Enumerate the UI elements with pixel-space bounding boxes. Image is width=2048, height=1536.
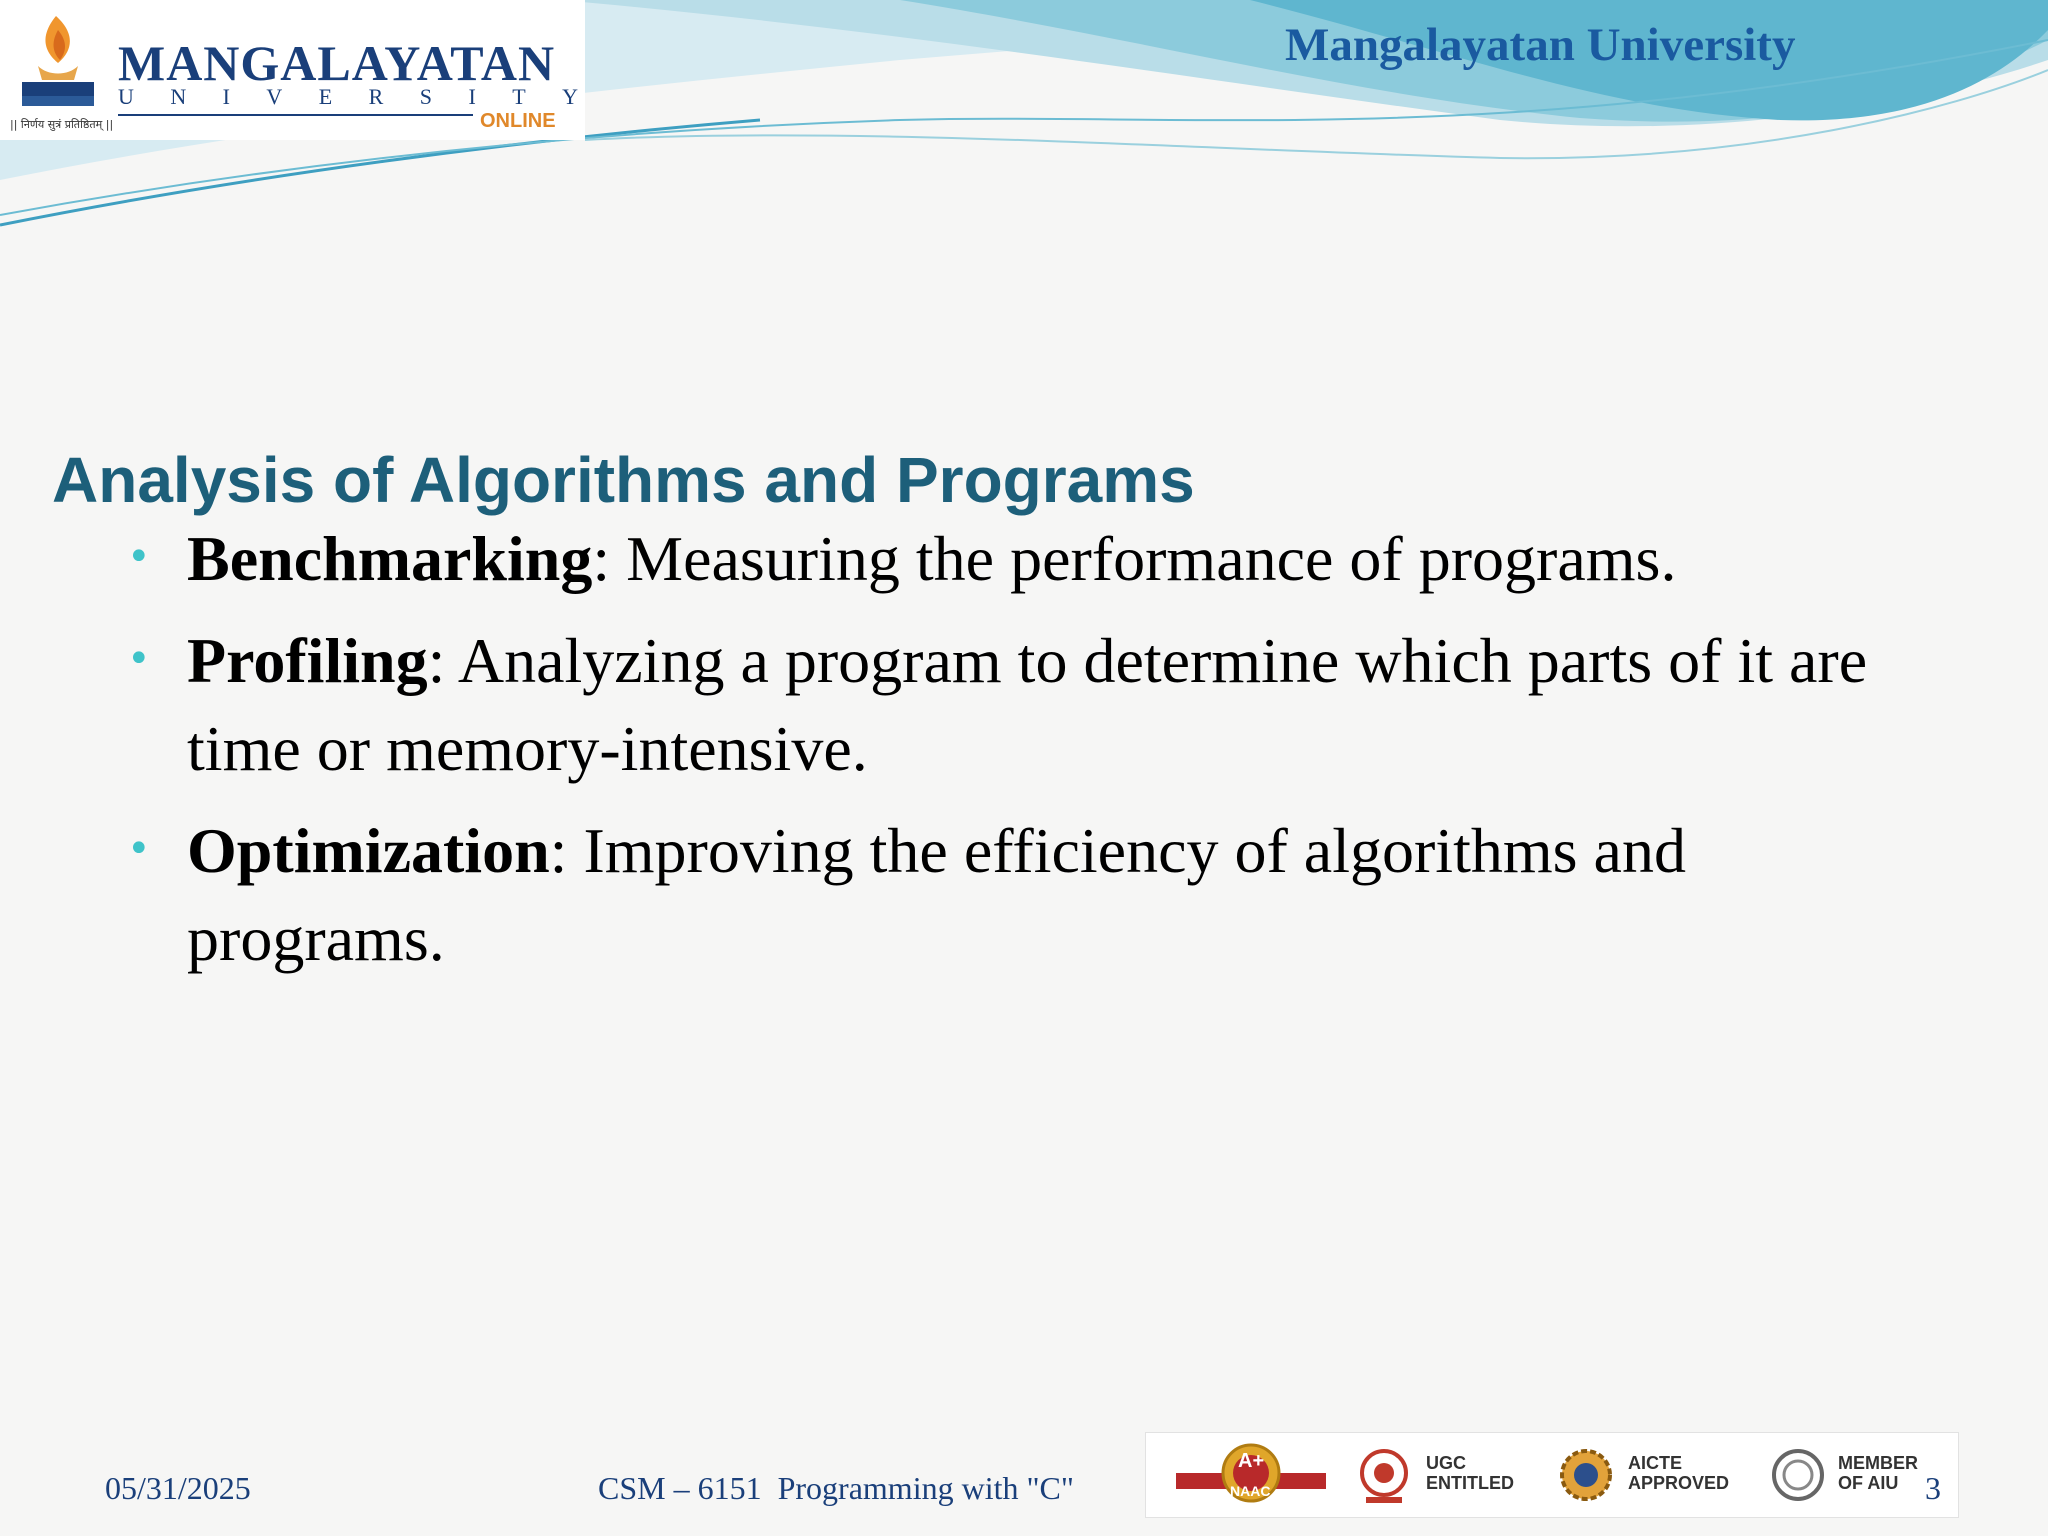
bullet-item — [125, 807, 1925, 983]
logo-tagline: || निर्णय सुत्रं प्रतिष्ठितम् || — [10, 118, 114, 131]
logo-letter: N — [170, 84, 187, 109]
aicte-label-line: AICTE — [1628, 1453, 1682, 1473]
university-header-title: Mangalayatan University — [1285, 19, 1796, 71]
ugc-label — [1426, 1453, 1514, 1493]
flame-emblem-icon — [8, 8, 108, 118]
aiu-label — [1838, 1453, 1918, 1493]
bullet-term: Profiling — [187, 625, 428, 696]
aiu-emblem-icon — [1766, 1443, 1830, 1507]
logo-letter: R — [368, 84, 384, 109]
bullet-item — [125, 617, 1925, 793]
logo-letter: T — [512, 84, 526, 109]
logo-letter: I — [468, 84, 476, 109]
bullet-item — [125, 515, 1925, 603]
ugc-label-line: ENTITLED — [1426, 1473, 1514, 1493]
bullet-term: Benchmarking — [187, 523, 593, 594]
logo-online-label: ONLINE — [480, 110, 556, 132]
ugc-label-line: UGC — [1426, 1453, 1466, 1473]
aiu-label-line: MEMBER — [1838, 1453, 1918, 1473]
bullet-list — [125, 515, 1925, 997]
naac-label: NAAC — [1230, 1483, 1271, 1499]
aicte-label — [1628, 1453, 1729, 1493]
bullet-dot-icon: • — [127, 636, 151, 682]
accreditation-badges — [1145, 1432, 1959, 1518]
logo-letter: U — [118, 84, 134, 109]
slide-title: Analysis of Algorithms and Programs — [52, 444, 1195, 516]
logo-letter: S — [419, 84, 433, 109]
bullet-dot-icon: • — [127, 534, 151, 580]
bullet-term: Optimization — [187, 815, 550, 886]
logo-letter: E — [318, 84, 333, 109]
aicte-label-line: APPROVED — [1628, 1473, 1730, 1493]
bullet-text: : Analyzing a program to determine which parts of it are time or memory-intensive. — [187, 625, 1868, 784]
logo-subtitle — [118, 84, 578, 110]
bullet-dot-icon: • — [127, 826, 151, 872]
aicte-emblem-icon — [1554, 1443, 1618, 1507]
logo-divider — [118, 114, 473, 116]
naac-grade: A+ — [1238, 1450, 1265, 1472]
logo-letter: V — [266, 84, 283, 109]
slide-number: 3 — [1925, 1470, 1941, 1506]
logo-letter: I — [222, 84, 230, 109]
bullet-text: : Measuring the performance of programs. — [592, 523, 1677, 594]
logo-letter: Y — [562, 84, 578, 109]
footer-course: CSM – 6151 Programming with "C" — [598, 1470, 1074, 1506]
bullet-text: : Improving the efficiency of algorithms and programs. — [187, 815, 1686, 974]
footer-date: 05/31/2025 — [105, 1470, 251, 1506]
university-logo — [0, 0, 585, 140]
logo-name: MANGALAYATAN — [118, 35, 556, 91]
ugc-emblem-icon — [1352, 1443, 1416, 1507]
aiu-label-line: OF AIU — [1838, 1473, 1899, 1493]
